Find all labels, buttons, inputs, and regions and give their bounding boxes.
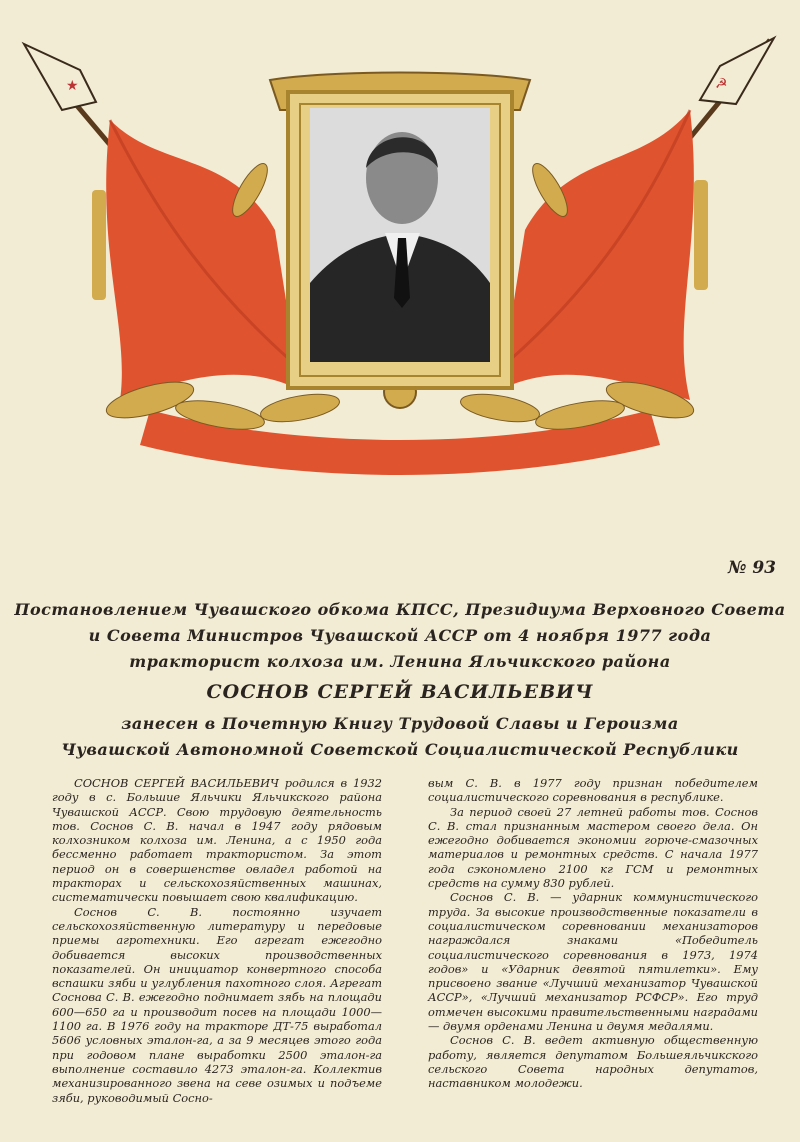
paragraph: вым С. В. в 1977 году признан победителем социалистического соревнования в республике. [428, 776, 758, 805]
right-hammer-sickle-icon: ☭ [715, 76, 728, 92]
decree-line-5: занесен в Почетную Книгу Трудовой Славы и Героизма [121, 714, 679, 733]
decree-line-2: и Совета Министров Чувашской АССР от 4 ноября 1977 года [88, 626, 712, 645]
paragraph: Соснов С. В. ведет активную общественную работу, является депутатом Большеяльчикского сельского Совета народных депутатов, наставником молодежи. [428, 1033, 758, 1091]
paragraph: Соснов С. В. постоянно изучает сельскохозяйственную литературу и передовые приемы агротехники. Его агрегат ежегодно добивается высоких производственных показателей. Он инициатор конвертного способа вспашки зяби и углубления пахотного слоя. Агрегат Соснова С. В. ежегодно поднимает зябь на площади 600—650 га и производит посев на площади 1000—1100 га. В 1976 году на тракторе ДТ-75 выработал 5606 условных эталон-га, а за 9 месяцев этого года при годовом плане выработки 2500 эталон-га выполнение составило 4273 эталон-га. Коллектив механизированного звена на севе озимых и подъеме зяби, руководимый Сосно- [52, 904, 382, 1105]
decree-line-3: тракторист колхоза им. Ленина Яльчикского района [129, 652, 671, 671]
left-star-icon: ★ [66, 78, 79, 94]
decree-line-6: Чувашской Автономной Советской Социалистической Республики [61, 740, 739, 759]
decree-line-1: Постановлением Чувашского обкома КПСС, Президиума Верховного Совета [14, 600, 786, 619]
right-tassel [694, 180, 708, 290]
left-pole-spearhead [24, 44, 96, 110]
right-red-flag [500, 110, 694, 400]
portrait-figure [310, 108, 490, 362]
portrait-photo [310, 108, 490, 362]
left-tassel [92, 190, 106, 300]
honoree-name: СОСНОВ СЕРГЕЙ ВАСИЛЬЕВИЧ [206, 681, 594, 703]
paragraph: За период своей 27 летней работы тов. Соснов С. В. стал признанным мастером своего дела. Он ежегодно добивается экономии горюче-смазочных материалов и ремонтных средств. С начала 1977 года сэкономлено 2100 кг ГСМ и ремонтных средств на сумму 830 рублей. [428, 804, 758, 891]
entry-number: № 93 [727, 558, 776, 578]
left-red-flag [106, 120, 300, 400]
right-pole-spearhead [700, 38, 774, 104]
biography-left-column [52, 776, 382, 1105]
paragraph: СОСНОВ СЕРГЕЙ ВАСИЛЬЕВИЧ родился в 1932 году в с. Большие Яльчики Яльчикского района Чувашской АССР. Свою трудовую деятельность тов. Соснов С. В. начал в 1947 году рядовым колхозником колхоза им. Ленина, а с 1950 года бессменно работает трактористом. За этот период он в совершенстве овладел работой на тракторах и сельскохозяйственных машинах, систематически повышает свою квалификацию. [52, 776, 382, 905]
biography-right-column [428, 776, 758, 1091]
paragraph: Соснов С. В. — ударник коммунистического труда. За высокие производственные показатели в социалистическом соревновании механизаторов награждался знаками «Победитель социалистического соревнования в 1973, 1974 годов» и «Ударник девятой пятилетки». Ему присвоено звание «Лучший механизатор Чувашской АССР», «Лучший механизатор РСФСР». Его труд отмечен высокими правительственными наградами — двумя орденами Ленина и двумя медалями. [428, 890, 758, 1034]
